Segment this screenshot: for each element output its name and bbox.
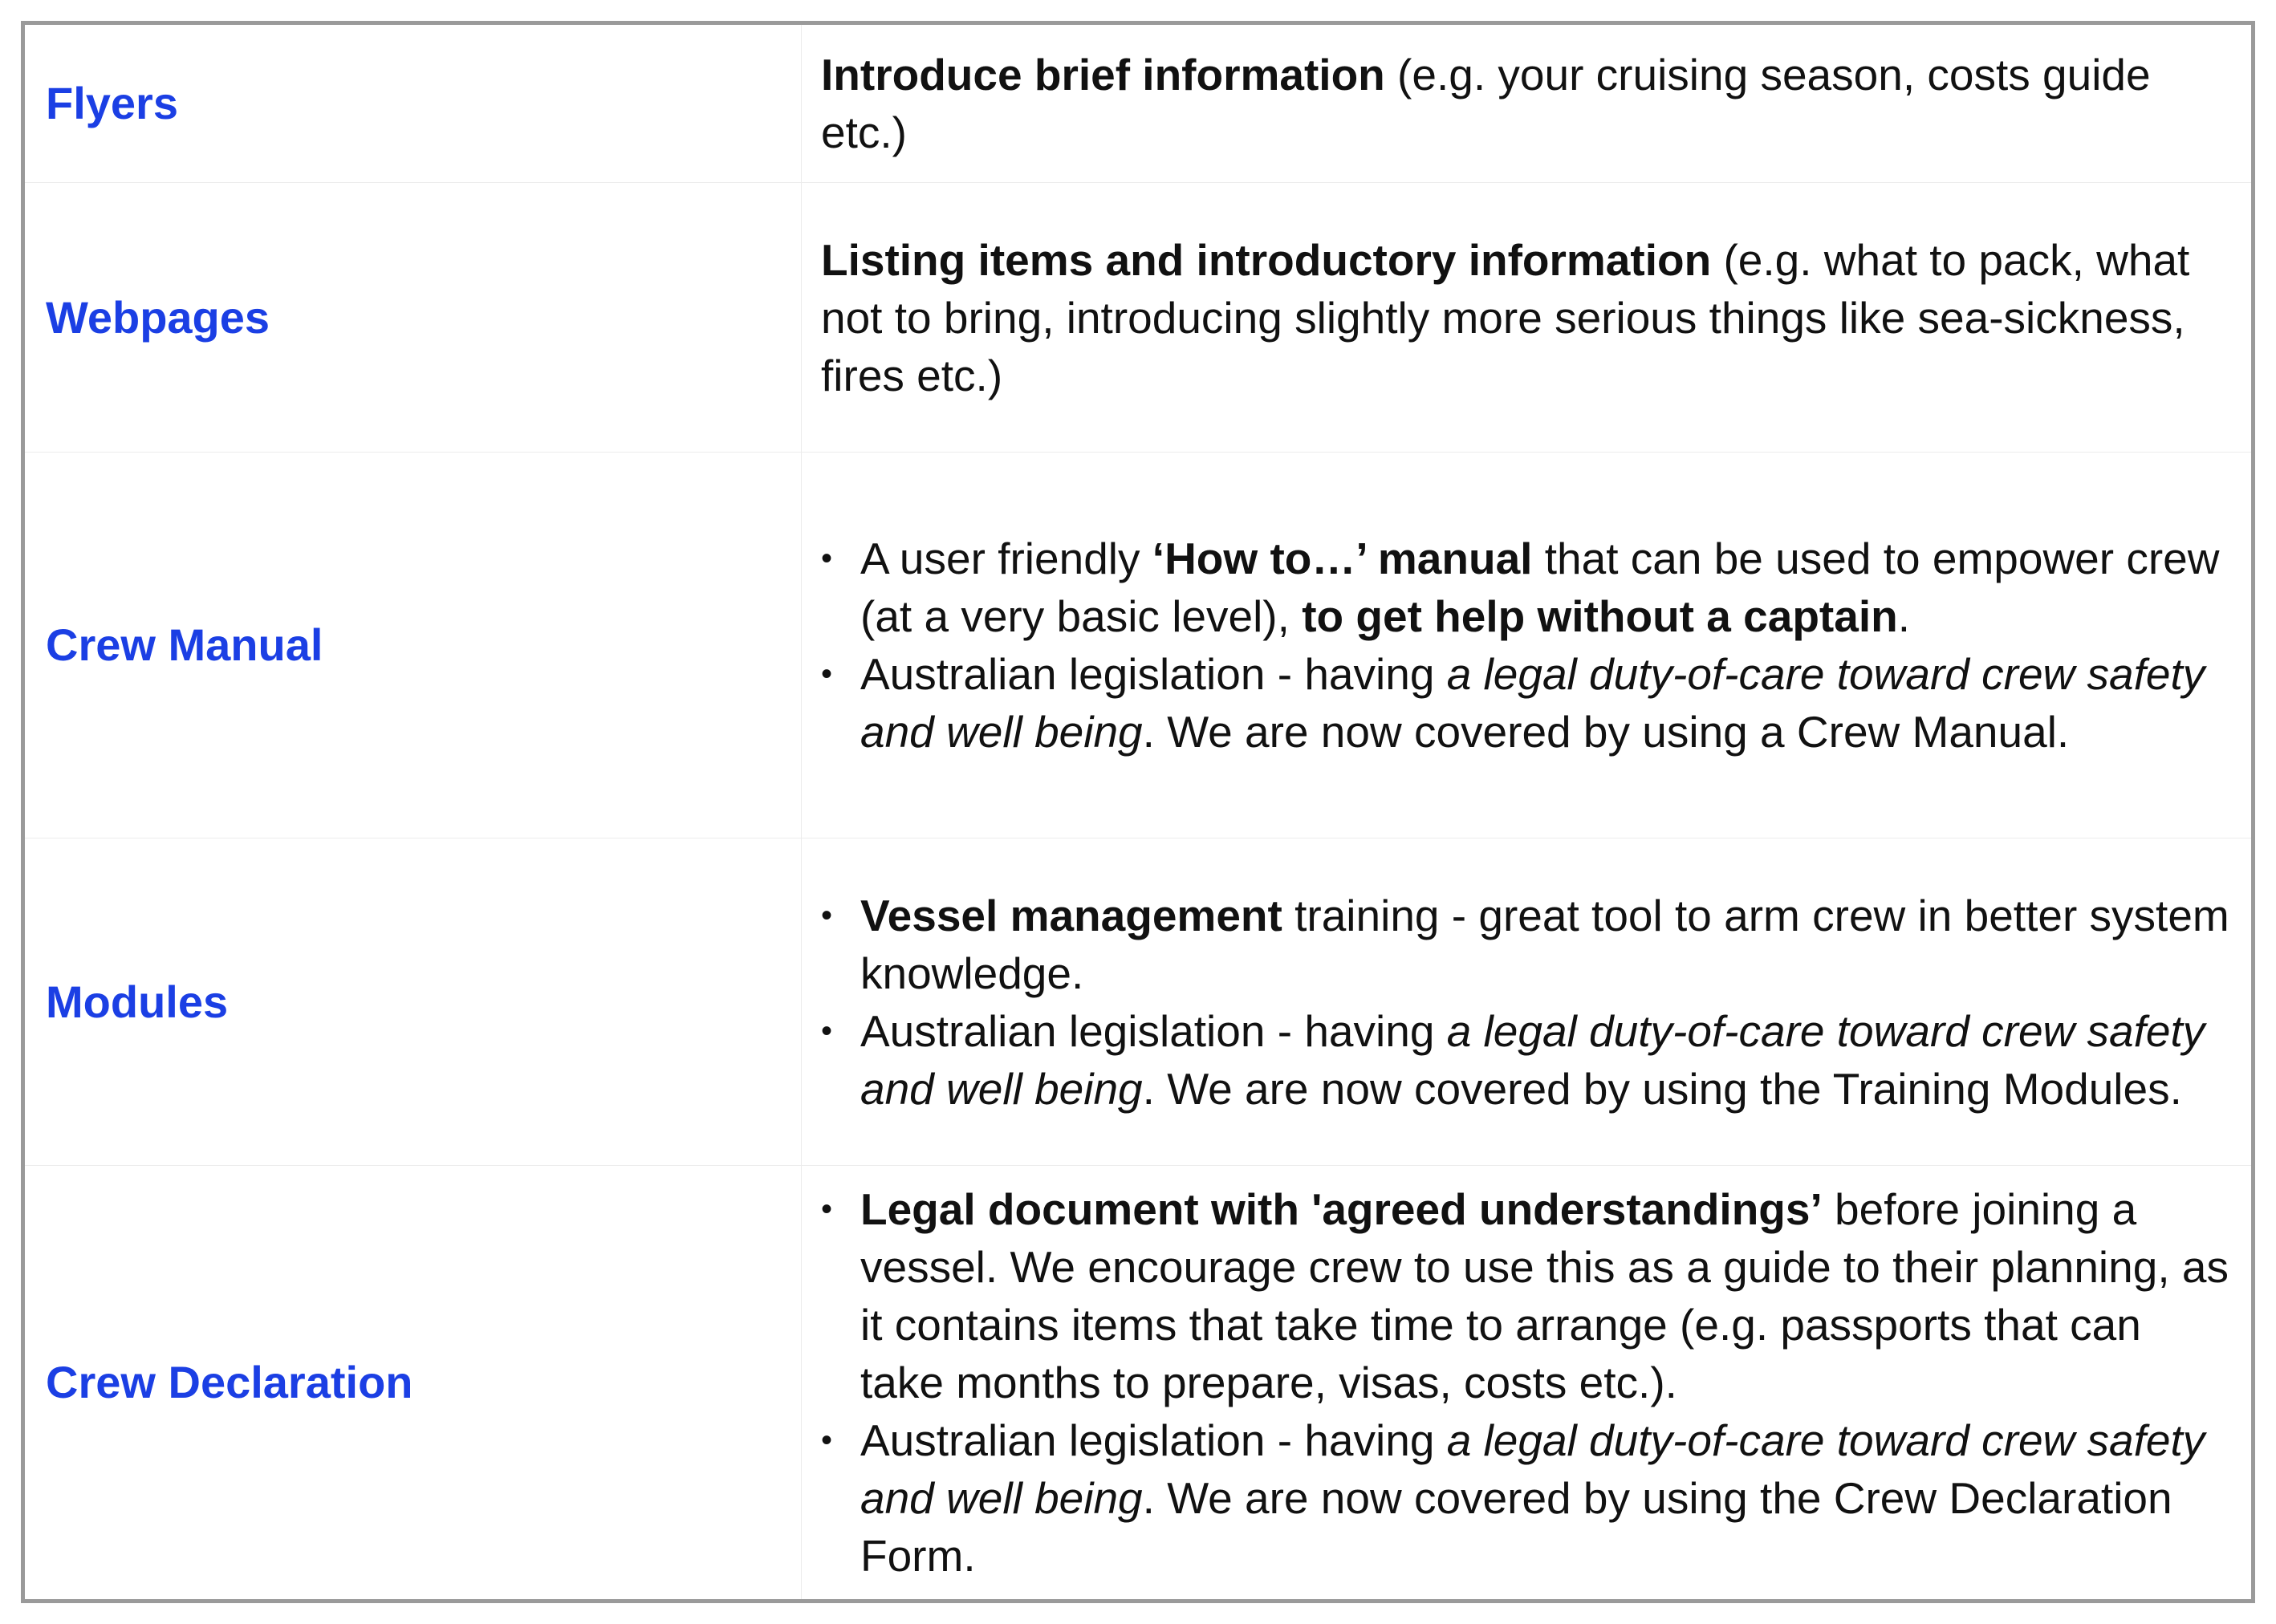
- row-description-webpages: [802, 183, 2251, 452]
- row-label-text: Crew Declaration: [46, 1357, 413, 1407]
- item-bold: to get help without a captain: [1302, 591, 1898, 641]
- row-description-flyers: [802, 25, 2251, 182]
- row-label-text: Webpages: [46, 291, 270, 343]
- table-row-flyers: [25, 25, 2251, 183]
- item-italic: a legal duty-of-care toward crew safety and well being: [860, 649, 2205, 757]
- item-text: Australian legislation - having: [860, 1005, 1447, 1056]
- row-label-modules: [25, 838, 802, 1165]
- list-item: [821, 1180, 2235, 1411]
- row-label-text: Crew Manual: [46, 619, 323, 670]
- row-label-flyers: [25, 25, 802, 182]
- bullet-icon: •: [821, 1192, 833, 1227]
- bullet-list: [821, 887, 2235, 1118]
- comparison-table: [21, 21, 2255, 1603]
- item-text: training - great tool to arm crew in better system knowledge.: [860, 890, 2229, 998]
- table-row-webpages: [25, 183, 2251, 453]
- description-text: (e.g. your cruising season, costs guide etc.): [821, 50, 2151, 157]
- description-paragraph: [821, 46, 2235, 161]
- list-item: [821, 887, 2235, 1002]
- item-italic: a legal duty-of-care toward crew safety and well being: [860, 1415, 2205, 1523]
- description-bold: Listing items and introductory information: [821, 234, 1712, 285]
- bullet-list: [821, 1180, 2235, 1585]
- row-label-text: Modules: [46, 976, 229, 1027]
- description-bold: Introduce brief information: [821, 50, 1385, 99]
- item-text: . We are now covered by using the Crew Declaration Form.: [860, 1473, 2172, 1581]
- item-italic: a legal duty-of-care toward crew safety and well being: [860, 1005, 2205, 1114]
- list-item: [821, 1002, 2235, 1118]
- list-item: [821, 1411, 2235, 1585]
- bullet-icon: •: [821, 656, 833, 692]
- description-text: (e.g. what to pack, what not to bring, introducing slightly more serious things like sea-sickness, fires etc.): [821, 234, 2190, 400]
- item-text: before joining a vessel. We encourage crew to use this as a guide to their planning, as it contains items that take time to arrange (e.g. passports that can take months to prepare, visas, costs etc.).: [860, 1184, 2229, 1407]
- bullet-icon: •: [821, 1423, 833, 1458]
- list-item: [821, 530, 2235, 645]
- row-description-crew-manual: [802, 453, 2251, 838]
- item-bold: Vessel management: [860, 890, 1282, 940]
- bullet-icon: •: [821, 897, 833, 933]
- table-row-crew-manual: [25, 453, 2251, 838]
- item-text: Australian legislation - having: [860, 1415, 1447, 1465]
- table-row-modules: [25, 838, 2251, 1166]
- item-text: Australian legislation - having: [860, 649, 1447, 699]
- table-row-crew-declaration: [25, 1166, 2251, 1599]
- row-description-crew-declaration: [802, 1166, 2251, 1599]
- row-label-webpages: [25, 183, 802, 452]
- row-label-text: Flyers: [46, 78, 178, 128]
- item-bold: Legal document with 'agreed understandings’: [860, 1184, 1823, 1234]
- bullet-list: [821, 530, 2235, 761]
- item-text: . We are now covered by using the Training Modules.: [1142, 1063, 2182, 1114]
- item-text: A user friendly: [860, 534, 1152, 583]
- row-description-modules: [802, 838, 2251, 1165]
- description-paragraph: [821, 231, 2235, 404]
- row-label-crew-manual: [25, 453, 802, 838]
- item-bold: ‘How to…’ manual: [1152, 534, 1533, 583]
- list-item: [821, 645, 2235, 761]
- item-text: . We are now covered by using a Crew Manual.: [1142, 707, 2070, 757]
- bullet-icon: •: [821, 541, 833, 576]
- item-text: that can be used to empower crew (at a very basic level),: [860, 534, 2220, 641]
- item-text: .: [1897, 591, 1910, 641]
- bullet-icon: •: [821, 1013, 833, 1049]
- row-label-crew-declaration: [25, 1166, 802, 1599]
